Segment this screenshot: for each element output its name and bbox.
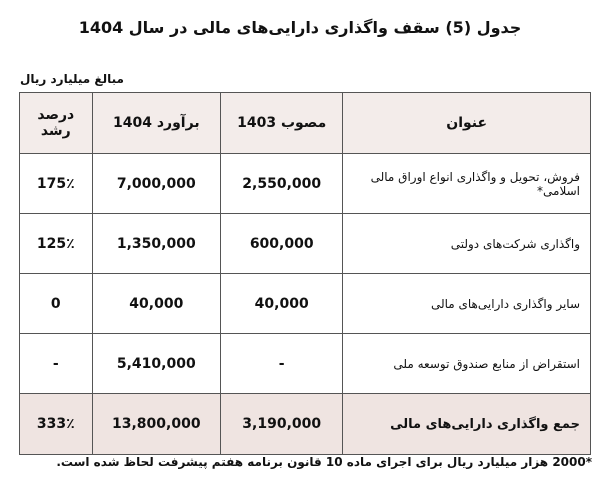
row-approved-1403: 40,000 bbox=[221, 274, 343, 334]
total-title: جمع واگذاری دارایی‌های مالی bbox=[343, 394, 591, 455]
table-total-row bbox=[20, 394, 591, 455]
header-approved-1403: مصوب 1403 bbox=[221, 93, 343, 154]
table-header-row bbox=[20, 93, 591, 154]
total-estimate-1404: 13,800,000 bbox=[92, 394, 220, 455]
table-row bbox=[20, 334, 591, 394]
row-approved-1403: - bbox=[221, 334, 343, 394]
unit-label: مبالغ میلیارد ریال bbox=[20, 72, 124, 86]
row-growth: 175٪ bbox=[20, 154, 93, 214]
row-title: سایر واگذاری دارایی‌های مالی bbox=[343, 274, 591, 334]
row-approved-1403: 600,000 bbox=[221, 214, 343, 274]
total-growth: 333٪ bbox=[20, 394, 93, 455]
footnote: *2000 هزار میلیارد ریال برای اجرای ماده 10 قانون برنامه هفتم پیشرفت لحاظ شده است. bbox=[56, 455, 592, 469]
total-approved-1403: 3,190,000 bbox=[221, 394, 343, 455]
row-title: واگذاری شرکت‌های دولتی bbox=[343, 214, 591, 274]
row-estimate-1404: 5,410,000 bbox=[92, 334, 220, 394]
asset-disposal-table bbox=[19, 92, 591, 455]
row-growth: 0 bbox=[20, 274, 93, 334]
row-title: فروش، تحویل و واگذاری انواع اوراق مالی اسلامی* bbox=[343, 154, 591, 214]
row-growth: 125٪ bbox=[20, 214, 93, 274]
row-estimate-1404: 7,000,000 bbox=[92, 154, 220, 214]
table-row bbox=[20, 154, 591, 214]
table-row bbox=[20, 214, 591, 274]
table-row bbox=[20, 274, 591, 334]
header-growth: درصد رشد bbox=[20, 93, 93, 154]
header-title: عنوان bbox=[343, 93, 591, 154]
header-estimate-1404: برآورد 1404 bbox=[92, 93, 220, 154]
row-estimate-1404: 1,350,000 bbox=[92, 214, 220, 274]
row-estimate-1404: 40,000 bbox=[92, 274, 220, 334]
table-title: جدول (5) سقف واگذاری دارایی‌های مالی در سال 1404 bbox=[78, 18, 522, 37]
row-title: استقراض از منابع صندوق توسعه ملی bbox=[343, 334, 591, 394]
row-growth: - bbox=[20, 334, 93, 394]
row-approved-1403: 2,550,000 bbox=[221, 154, 343, 214]
